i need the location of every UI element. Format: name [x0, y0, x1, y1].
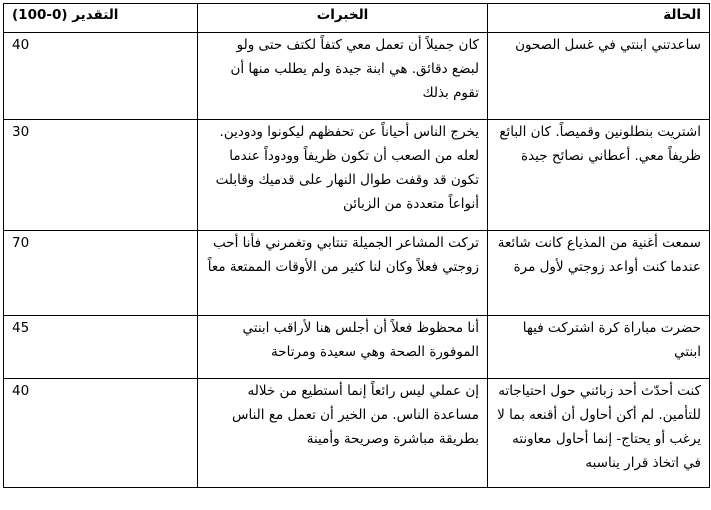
experience-cell: كان جميلاً أن تعمل معي كتفاً لكتف حتى ولو لبضع دقائق. هي ابنة جيدة ولم يطلب منها أن تقوم بذلك [198, 33, 488, 120]
rating-cell: 30 [4, 120, 198, 231]
case-cell: كنت أحدّث أحد زبائني حول احتياجاته للتأمين. لم أكن أحاول أن أقنعه بما لا يرغب أو يحتاج- إنما أحاول معاونته في اتخاذ قرار يناسبه [488, 379, 710, 488]
experiences-table [3, 3, 710, 488]
table-row [4, 33, 710, 120]
header-experiences: الخبرات [198, 4, 488, 33]
header-case: الحالة [488, 4, 710, 33]
case-cell: اشتريت بنطلونين وقميصاً. كان البائع ظريفاً معي. أعطاني نصائح جيدة [488, 120, 710, 231]
rating-cell: 40 [4, 33, 198, 120]
experience-cell: أنا محظوظ فعلاً أن أجلس هنا لأراقب ابنتي الموفورة الصحة وهي سعيدة ومرتاحة [198, 316, 488, 379]
rating-cell: 70 [4, 231, 198, 316]
table-row [4, 231, 710, 316]
experience-cell: تركت المشاعر الجميلة تنتابي وتغمرني فأنا أحب زوجتي فعلاً وكان لنا كثير من الأوقات الممتعة معاً [198, 231, 488, 316]
header-rating: التقدير (0-100) [4, 4, 198, 33]
table-row [4, 316, 710, 379]
table-row [4, 120, 710, 231]
experience-cell: إن عملي ليس رائعاً إنما أستطيع من خلاله مساعدة الناس. من الخير أن تعمل مع الناس بطريقة مباشرة وصريحة وأمينة [198, 379, 488, 488]
table-header-row [4, 4, 710, 33]
case-cell: حضرت مباراة كرة اشتركت فيها ابنتي [488, 316, 710, 379]
experience-cell: يخرج الناس أحياناً عن تحفظهم ليكونوا ودودين. لعله من الصعب أن تكون ظريفاً وودوداً عندما تكون قد وقفت طوال النهار على قدميك وقابلت أنواعاً متعددة من الزبائن [198, 120, 488, 231]
rating-cell: 40 [4, 379, 198, 488]
case-cell: سمعت أغنية من المذياع كانت شائعة عندما كنت أواعد زوجتي لأول مرة [488, 231, 710, 316]
rating-cell: 45 [4, 316, 198, 379]
case-cell: ساعدتني ابنتي في غسل الصحون [488, 33, 710, 120]
table-row [4, 379, 710, 488]
